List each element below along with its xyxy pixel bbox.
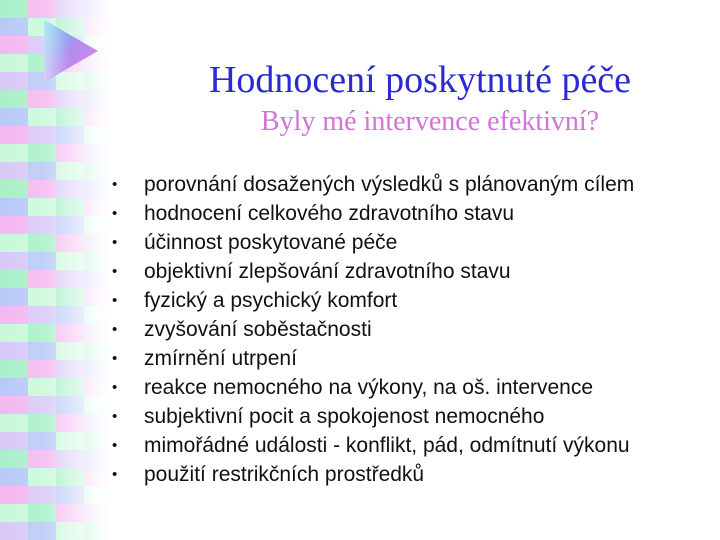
list-item-text: hodnocení celkového zdravotního stavu	[144, 202, 515, 225]
list-item	[112, 228, 712, 257]
list-item-text: objektivní zlepšování zdravotního stavu	[144, 260, 511, 283]
list-item-text: reakce nemocného na výkony, na oš. intervence	[144, 376, 594, 399]
list-item	[112, 431, 712, 460]
list-item	[112, 257, 712, 286]
list-item	[112, 199, 712, 228]
list-item-text: účinnost poskytované péče	[144, 231, 398, 254]
bullet-dot: •	[112, 176, 118, 193]
list-item-text: subjektivní pocit a spokojenost nemocného	[144, 405, 545, 428]
list-item	[112, 402, 712, 431]
list-item-text: mimořádné události - konflikt, pád, odmítnutí výkonu	[144, 434, 630, 457]
slide-subtitle: Byly mé intervence efektivní?	[260, 106, 600, 137]
list-item	[112, 286, 712, 315]
slide-title: Hodnocení poskytnuté péče	[208, 59, 632, 101]
list-item-text: zvyšování soběstačnosti	[144, 318, 372, 341]
list-item-text: zmírnění utrpení	[144, 347, 297, 370]
list-item	[112, 373, 712, 402]
bullet-dot: •	[112, 205, 118, 222]
bullet-dot: •	[112, 234, 118, 251]
bullet-dot: •	[112, 408, 118, 425]
list-item	[112, 315, 712, 344]
list-item-text: porovnání dosažených výsledků s plánovaným cílem	[144, 173, 635, 196]
bullet-list	[112, 170, 712, 489]
bullet-dot: •	[112, 437, 118, 454]
bullet-dot: •	[112, 379, 118, 396]
bullet-dot: •	[112, 466, 118, 483]
list-item-text: fyzický a psychický komfort	[144, 289, 398, 312]
list-item-text: použití restrikčních prostředků	[144, 463, 425, 486]
bullet-dot: •	[112, 350, 118, 367]
bullet-dot: •	[112, 292, 118, 309]
bullet-dot: •	[112, 263, 118, 280]
list-item	[112, 170, 712, 199]
list-item	[112, 460, 712, 489]
gradient-triangle-arrow-icon	[40, 18, 102, 84]
list-item	[112, 344, 712, 373]
bullet-dot: •	[112, 321, 118, 338]
